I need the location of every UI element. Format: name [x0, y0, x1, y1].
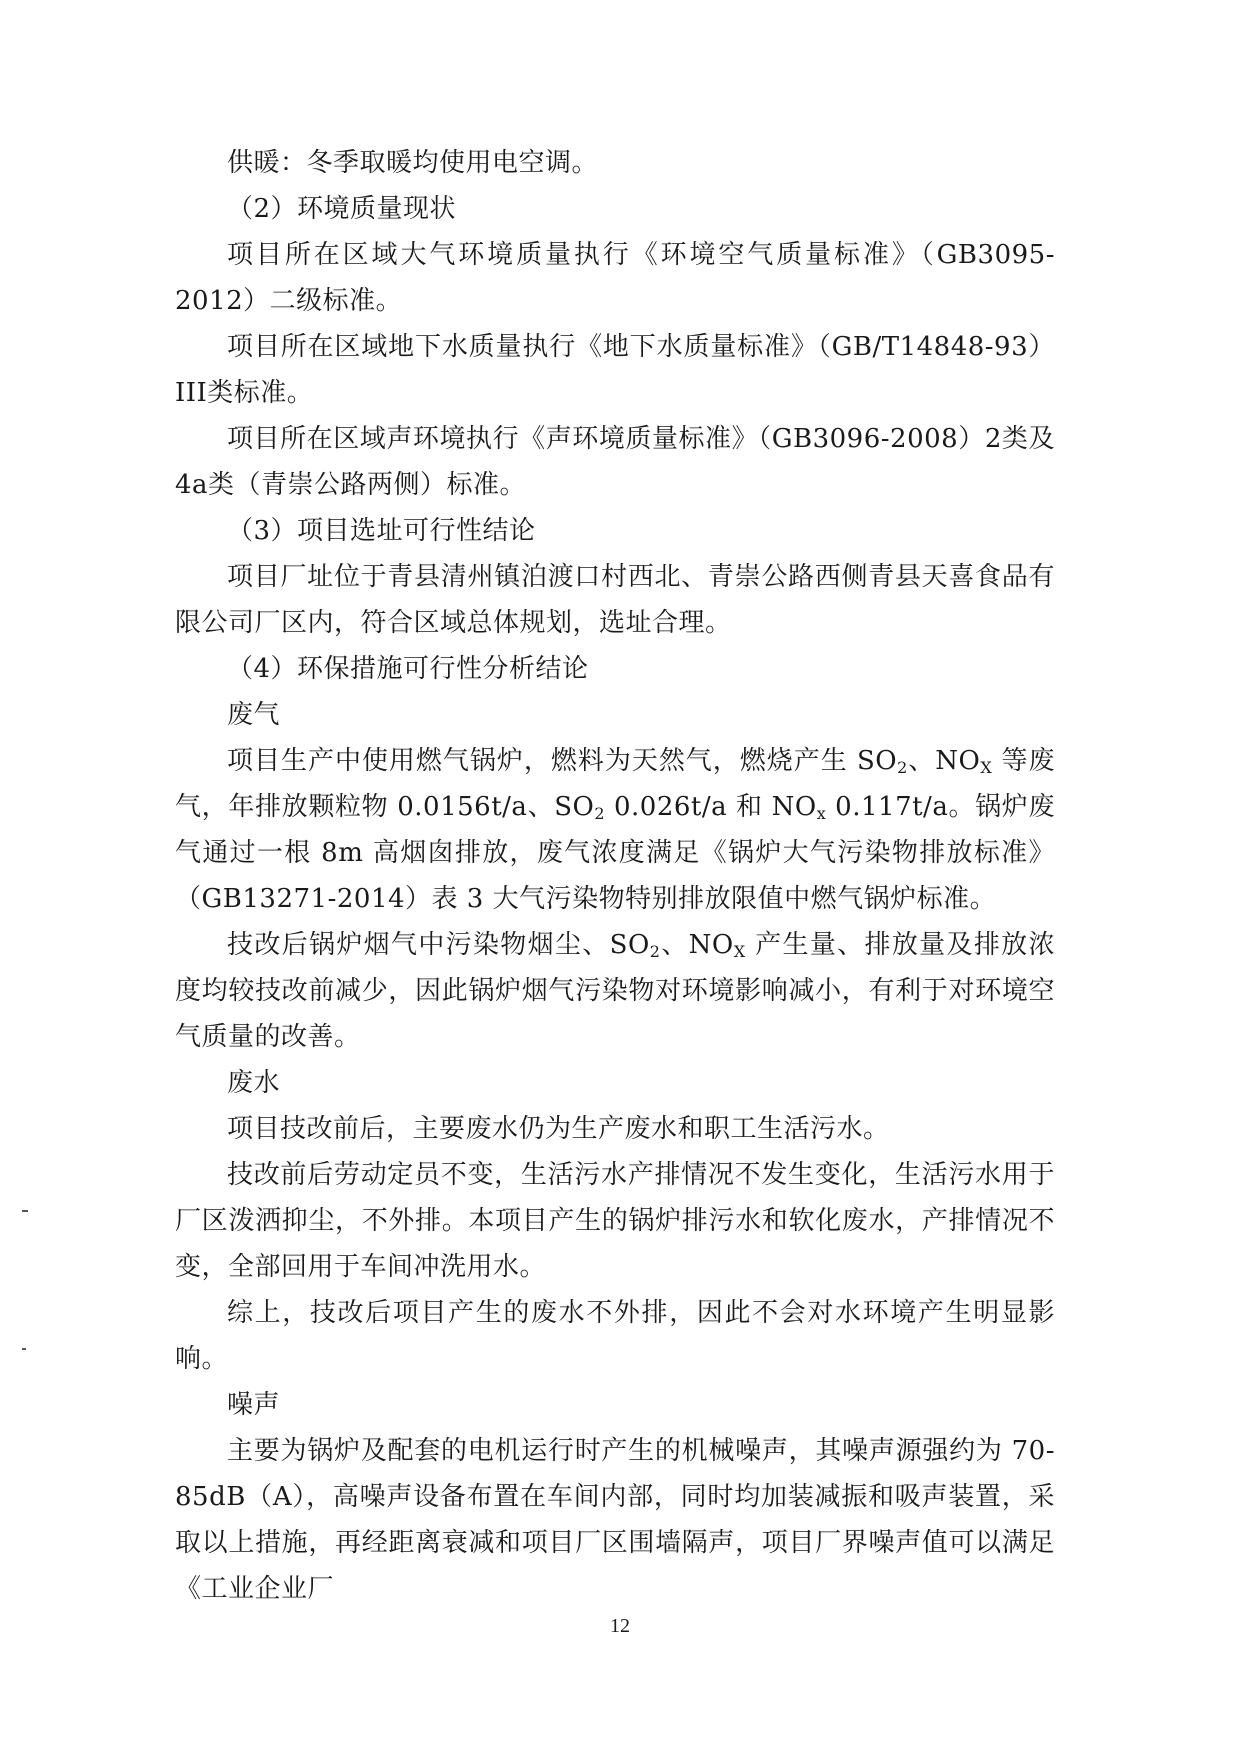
paragraph-wastewater-handling: 技改前后劳动定员不变，生活污水产排情况不发生变化，生活污水用于厂区泼洒抑尘，不外排。本项目产生的锅炉排污水和软化废水，产排情况不变，全部回用于车间冲洗用水。	[175, 1160, 1055, 1282]
paragraph-wastewater-summary: 综上，技改后项目产生的废水不外排，因此不会对水环境产生明显影响。	[175, 1298, 1055, 1374]
subheading-noise: 噪声	[227, 1390, 281, 1420]
paragraph-emission-reduction: 技改后锅炉烟气中污染物烟尘、$SO_2$、$NO_X$ 产生量、排放量及排放浓度均较技改前减少，因此锅炉烟气污染物对环境影响减小，有利于对环境空气质量的改善。	[175, 930, 1055, 1052]
section-heading-site-selection: （3）项目选址可行性结论	[227, 516, 536, 546]
paragraph-wastewater-types: 项目技改前后，主要废水仍为生产废水和职工生活污水。	[227, 1114, 890, 1144]
paragraph-heating: 供暖：冬季取暖均使用电空调。	[227, 148, 599, 178]
paragraph-air-quality: 项目所在区域大气环境质量执行《环境空气质量标准》（GB3095-2012）二级标准。	[175, 240, 1055, 316]
scan-mark	[22, 1348, 26, 1350]
scan-mark	[22, 1210, 28, 1212]
paragraph-acoustic: 项目所在区域声环境执行《声环境质量标准》（GB3096-2008）2类及4a类（青崇公路两侧）标准。	[175, 424, 1055, 500]
paragraph-noise: 主要为锅炉及配套的电机运行时产生的机械噪声，其噪声源强约为 70-85dB（A），高噪声设备布置在车间内部，同时均加装减振和吸声装置，采取以上措施，再经距离衰减和项目厂区围墙隔声，项目厂界噪声值可以满足《工业企业厂	[175, 1436, 1055, 1604]
subheading-waste-water: 废水	[227, 1068, 281, 1098]
paragraph-boiler-emissions: 项目生产中使用燃气锅炉，燃料为天然气，燃烧产生 $SO_2$、$NO_X$ 等废气，年排放颗粒物 0.0156t/a、$SO_2$ 0.026t/a 和 $NO_x$ 0.117t/a。锅炉废气通过一根 8m 高烟囱排放，废气浓度满足《锅炉大气污染物排放标准》（GB13271-2014）表 3 大气污染物特别排放限值中燃气锅炉标准。	[175, 746, 1055, 914]
subheading-waste-gas: 废气	[227, 700, 281, 730]
document-body	[175, 140, 1055, 1612]
section-heading-measures: （4）环保措施可行性分析结论	[227, 654, 589, 684]
section-heading-env-quality: （2）环境质量现状	[227, 194, 457, 224]
paragraph-site: 项目厂址位于青县清州镇泊渡口村西北、青崇公路西侧青县天喜食品有限公司厂区内，符合区域总体规划，选址合理。	[175, 562, 1055, 638]
page-number: 12	[610, 1615, 630, 1637]
paragraph-groundwater: 项目所在区域地下水质量执行《地下水质量标准》（GB/T14848-93）III类标准。	[175, 332, 1055, 408]
